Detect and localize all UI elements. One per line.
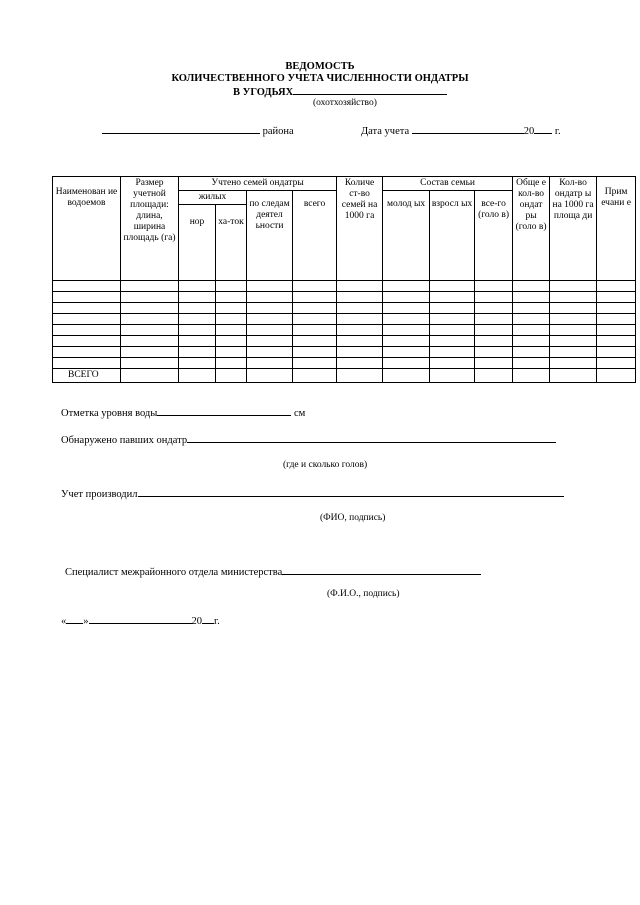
table-row[interactable]	[53, 281, 636, 292]
date-year-prefix: 20	[191, 616, 202, 627]
specialist-caption: (Ф.И.О., подпись)	[327, 589, 400, 599]
month-blank[interactable]	[89, 614, 192, 624]
dead-muskrats-line	[61, 433, 556, 446]
dead-muskrats-label: Обнаружено павших ондатр	[61, 435, 188, 446]
counted-by-label: Учет производил	[61, 489, 138, 500]
col-header-size: Размер учетной площади: длина, ширина площадь (га)	[121, 177, 179, 281]
table-row[interactable]	[53, 303, 636, 314]
col-header-total-families: всего	[293, 191, 337, 281]
grounds-label: В УГОДЬЯХ	[233, 87, 294, 98]
counted-by-blank[interactable]	[138, 487, 564, 497]
date-open-quote: «	[61, 616, 67, 627]
total-row-label: ВСЕГО	[53, 369, 121, 383]
counted-by-line	[61, 487, 564, 500]
col-header-adult: взросл ых	[430, 191, 475, 281]
table-row[interactable]	[53, 336, 636, 347]
group-header-composition: Состав семьи	[383, 177, 513, 191]
water-level-unit: см	[293, 408, 306, 419]
dead-muskrats-blank[interactable]	[187, 433, 556, 443]
date-year-suffix: г.	[214, 616, 220, 627]
water-level-line	[61, 406, 305, 419]
dead-muskrats-caption: (где и сколько голов)	[283, 460, 368, 470]
counted-by-caption: (ФИО, подпись)	[320, 513, 386, 523]
col-header-tracks: по следам деятел ьности	[247, 191, 293, 281]
group-header-living: жилых	[179, 191, 247, 205]
col-header-burrows: нор	[179, 205, 216, 281]
date-label: Дата учета	[361, 126, 410, 137]
water-level-blank[interactable]	[157, 406, 291, 416]
grounds-caption: (охотхозяйство)	[313, 98, 377, 108]
district-blank[interactable]	[102, 124, 260, 134]
specialist-blank[interactable]	[282, 565, 481, 575]
specialist-label: Специалист межрайонного отдела министерства	[65, 567, 283, 578]
document-title: ВЕДОМОСТЬ	[285, 61, 355, 72]
census-table	[52, 176, 636, 383]
date-blank[interactable]	[412, 124, 524, 134]
document-subtitle: КОЛИЧЕСТВЕННОГО УЧЕТА ЧИСЛЕННОСТИ ОНДАТРЫ	[171, 73, 469, 84]
date-line	[361, 124, 561, 137]
grounds-blank[interactable]	[293, 85, 447, 95]
table-row[interactable]	[53, 358, 636, 369]
sign-date-line	[61, 614, 220, 627]
table-row[interactable]	[53, 325, 636, 336]
specialist-line	[65, 565, 481, 578]
date-year-blank[interactable]	[202, 614, 214, 624]
table-total-row[interactable]	[53, 369, 636, 383]
table-row[interactable]	[53, 314, 636, 325]
col-header-muskrats-per-1000: Кол-во ондатр ы на 1000 га площа ди	[550, 177, 597, 281]
col-header-name: Наименован ие водоемов	[53, 177, 121, 281]
water-level-label: Отметка уровня воды	[61, 408, 158, 419]
date-close-quote: »	[83, 616, 89, 627]
col-header-families-per-1000: Количе ст-во семей на 1000 га	[337, 177, 383, 281]
table-row[interactable]	[53, 347, 636, 358]
col-header-total-muskrats: Обще е кол-во ондат ры (голо в)	[513, 177, 550, 281]
district-label: района	[262, 126, 294, 137]
day-blank[interactable]	[66, 614, 83, 624]
year-prefix: 20	[523, 126, 535, 137]
col-header-notes: Прим ечани е	[597, 177, 636, 281]
table-row[interactable]	[53, 292, 636, 303]
grounds-line	[233, 85, 447, 98]
year-suffix: г.	[554, 126, 561, 137]
group-header-counted: Учтено семей ондатры	[179, 177, 337, 191]
col-header-huts: ха-ток	[216, 205, 247, 281]
col-header-all: все-го (голо в)	[475, 191, 513, 281]
year-blank[interactable]	[534, 124, 552, 134]
col-header-young: молод ых	[383, 191, 430, 281]
district-line	[102, 124, 294, 137]
